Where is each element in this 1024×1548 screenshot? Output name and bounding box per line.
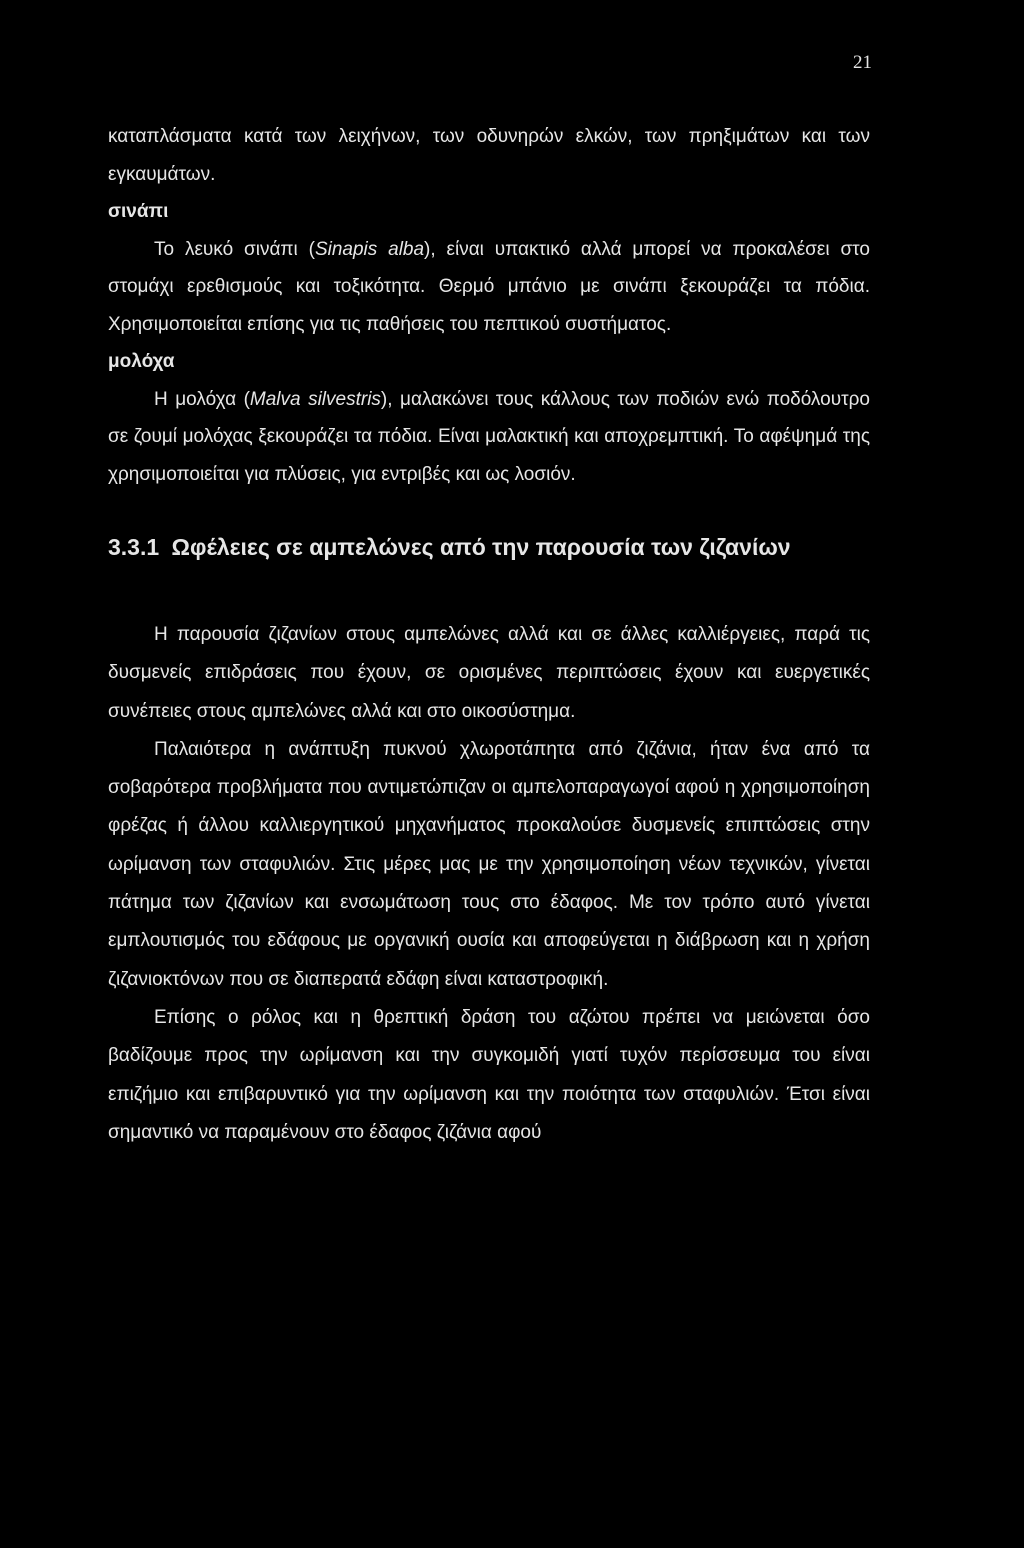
page-number: 21 — [853, 52, 872, 73]
paragraph-molocha — [108, 381, 870, 494]
sinapi-text-before: Το λευκό σινάπι ( — [154, 238, 315, 260]
section-paragraph-3: Επίσης ο ρόλος και η θρεπτική δράση του αζώτου πρέπει να μειώνεται όσο βαδίζουμε προς την ωρίμανση και την συγκομιδή γιατί τυχόν περίσσευμα του είναι επιζήμιο και επιβαρυντικό για την ωρίμανση και την ποιότητα των σταφυλιών. Έτσι είναι σημαντικό να παραμένουν στο έδαφος ζιζάνια αφού — [108, 1006, 870, 1143]
section-heading — [108, 531, 870, 563]
section-paragraph-2: Παλαιότερα η ανάπτυξη πυκνού χλωροτάπητα από ζιζάνια, ήταν ένα από τα σοβαρότερα προβλήματα που αντιμετώπιζαν οι αμπελοπαραγωγοί αφού η χρησιμοποίηση φρέζας ή άλλου καλλιεργητικού μηχανήματος προκαλούσε δυσμενείς επιπτώσεις στην ωρίμανση των σταφυλιών. Στις μέρες μας με την χρησιμοποίηση νέων τεχνικών, γίνεται πάτημα των ζιζανίων και ενσωμάτωση τους στο έδαφος. Με τον τρόπο αυτό γίνεται εμπλουτισμός του εδάφους με οργανική ουσία και αποφεύγεται η διάβρωση και η χρήση ζιζανιοκτόνων που σε διαπερατά εδάφη είναι καταστροφική. — [108, 738, 870, 990]
section-body — [108, 616, 870, 1152]
sinapi-latin-genus: Sinapis — [314, 238, 378, 260]
subheading-molocha: μολόχα — [108, 351, 175, 372]
sinapi-text-after: ), είναι υπακτικό αλλά μπορεί να προκαλέσει στο στομάχι ερεθισμούς και τοξικότητα. Θερμό μπάνιο με σινάπι ξεκουράζει τα πόδια. Χρησιμοποιείται επίσης για τις παθήσεις του πεπτικού συστήματος. — [108, 238, 870, 335]
molocha-text-before: Η μολόχα ( — [154, 388, 250, 410]
molocha-text-after: ), μαλακώνει τους κάλλους των ποδιών ενώ ποδόλουτρο σε ζουμί μολόχας ξεκουράζει τα πόδια. Είναι μαλακτική και αποχρεμπτική. Το αφέψημά της χρησιμοποιείται για πλύσεις, για εντριβές και ως λοσιόν. — [108, 388, 870, 485]
subheading-sinapi: σινάπι — [108, 201, 169, 222]
molocha-latin-name: Malva silvestris — [249, 388, 381, 410]
paragraph-sinapi — [108, 231, 870, 344]
section-title: Ωφέλειες σε αμπελώνες από την παρουσία των ζιζανίων — [171, 534, 791, 560]
sinapi-latin-species: alba — [388, 238, 425, 260]
section-paragraph-1: Η παρουσία ζιζανίων στους αμπελώνες αλλά και σε άλλες καλλιέργειες, παρά τις δυσμενείς επιδράσεις που έχουν, σε ορισμένες περιπτώσεις έχουν και ευεργετικές συνέπειες στους αμπελώνες αλλά και στο οικοσύστημα. — [108, 624, 870, 722]
intro-paragraph: καταπλάσματα κατά των λειχήνων, των οδυνηρών ελκών, των πρηξιμάτων και των εγκαυμάτων. — [108, 126, 870, 185]
section-number: 3.3.1 — [108, 534, 160, 560]
document-page — [108, 118, 870, 1152]
